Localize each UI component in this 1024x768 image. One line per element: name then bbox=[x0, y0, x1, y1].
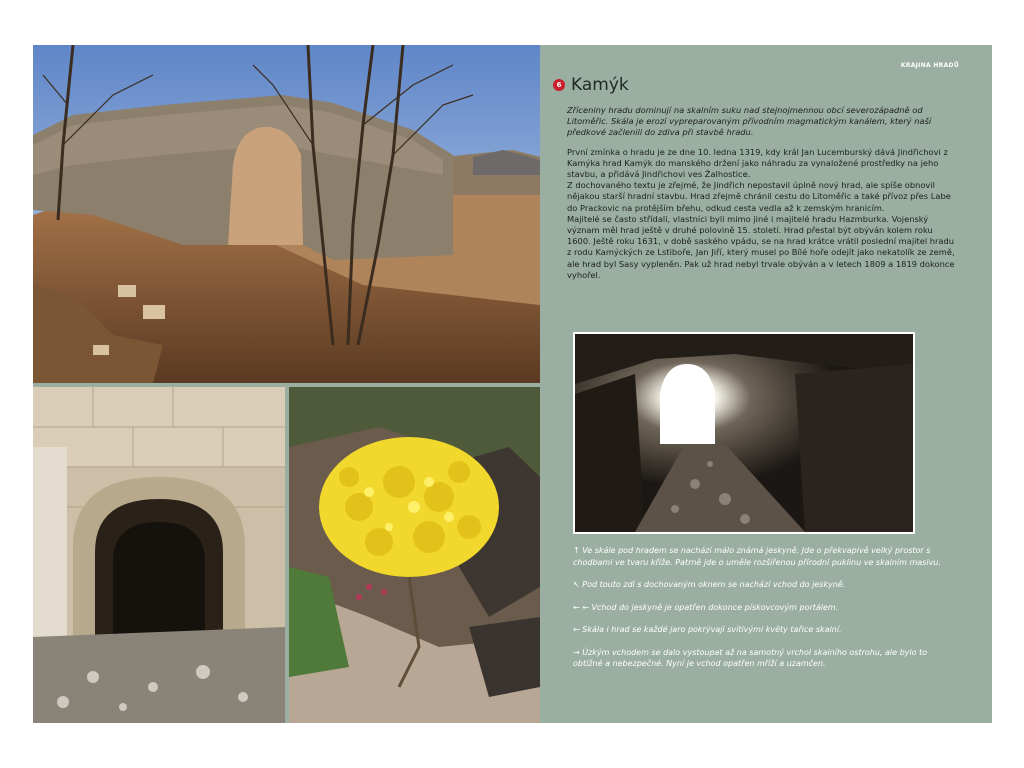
caption: ← Skála i hrad se každé jaro pokrývají svítivými květy tařice skalní. bbox=[573, 625, 842, 634]
intro-paragraph: Zříceniny hradu dominují na skalním suku nad stejnojmennou obcí severozápadně od Litoměřic. Skála je erozí vypreparovaným přívodním magmatickým kanálem, který naší předkové začlenili do zdiva při stavbě hradu. bbox=[567, 105, 932, 138]
photo-castle-ruin bbox=[33, 45, 540, 383]
caption: ← ← Vchod do jeskyně je opatřen dokonce pískovcovým portálem. bbox=[573, 602, 839, 612]
photo-alyssum-flowers bbox=[289, 387, 540, 723]
caption: → Úzkým vchodem se dalo vystoupat až na samotný vrchol skalního ostrohu, ale bylo to obtížné a nebezpečné. Nyní je vchod opatřen mříží a uzamčen. bbox=[573, 647, 928, 668]
paragraph: První zmínka o hradu je ze dne 10. ledna 1319, kdy král Jan Lucemburský dává Jindřichovi z Kamýka hrad Kamýk do manského držení jako náhradu za vynaložené prostředky na jeho stavbu, a přidává Jindřichovi ves Žalhostice. bbox=[567, 146, 948, 180]
title-row bbox=[553, 75, 629, 95]
paragraph: Z dochovaného textu je zřejmé, že Jindřich nepostavil úplně nový hrad, ale spíše obnovil nějakou starší hradní stavbu. Hrad zřejmě chránil cestu do Litoměřic a také přívoz přes Labe do Prackovic na protějším břehu, odkud cesta vedla až k zemským hranicím. bbox=[567, 180, 951, 213]
body-text bbox=[567, 105, 959, 281]
caption: ↑ Ve skále pod hradem se nachází málo známá jeskyně. Jde o překvapivě velký prostor s chodbami ve tvaru kříže. Patrně jde o uměle rozšířenou přírodní puklinu ve skalním masivu. bbox=[573, 546, 941, 567]
paragraph: Majitelé se často střídali, vlastníci byli mimo jiné i majitelé hradu Hazmburka. Vojenský význam měl hrad ještě v druhé polovině 15. století. Hrad přestal být obýván kolem roku 1600. Ještě roku 1631, v době saského vpádu, se na hrad krátce vrátil poslední majitel hradu z rodu Kamýckých ze Lstiboře, Jan Jiří, který musel po Bílé hoře odejít jako nekatolík ze země, ale hrad byl Sasy vypleněn. Pak už hrad nebyl trvale obýván a v letech 1809 a 1819 dokonce vyhořel. bbox=[567, 213, 955, 280]
caption: ↖ Pod touto zdí s dochovaným oknem se nachází vchod do jeskyně. bbox=[573, 580, 846, 589]
paragraph-group bbox=[567, 147, 959, 281]
text-panel bbox=[540, 45, 992, 723]
page-spread bbox=[33, 45, 992, 723]
photo-captions bbox=[573, 545, 943, 681]
photo-cave-portal bbox=[33, 387, 285, 723]
page-title: Kamýk bbox=[571, 75, 629, 95]
photo-cave-interior bbox=[573, 332, 915, 534]
chapter-number-badge: 6 bbox=[553, 79, 565, 91]
section-tag: KRAJINA HRADŮ bbox=[900, 62, 959, 69]
